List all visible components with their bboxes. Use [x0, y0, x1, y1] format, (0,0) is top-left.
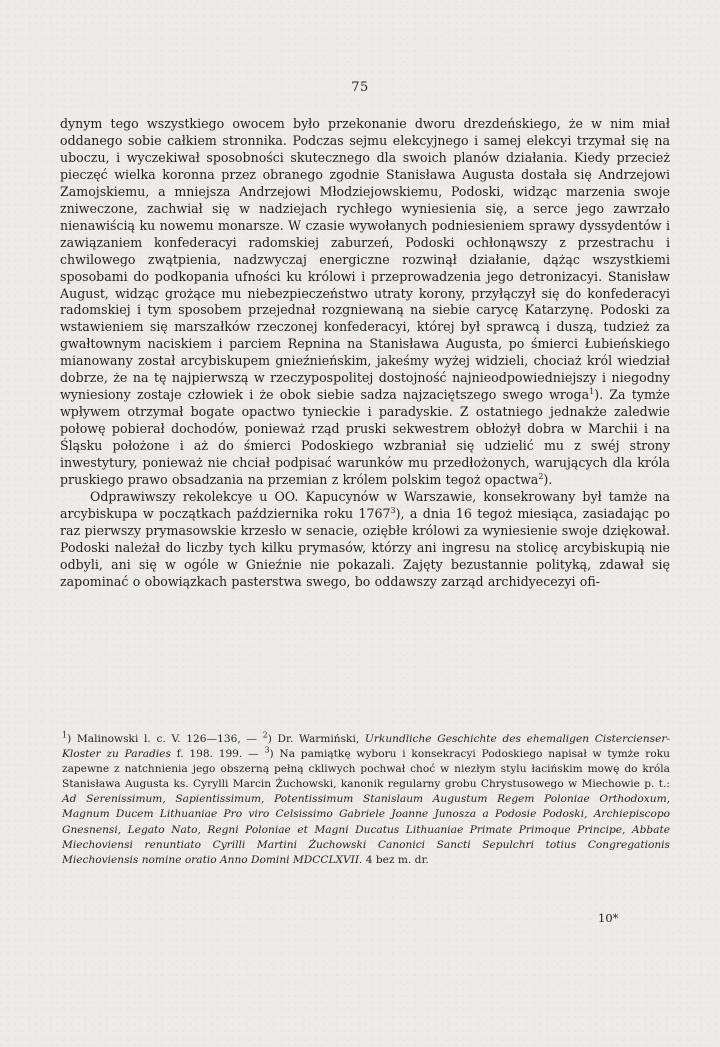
footnote-2-mark: 2: [262, 730, 268, 740]
footnote-ref-2: 2: [538, 471, 544, 481]
signature-mark: 10*: [598, 911, 619, 925]
footnote-block: [62, 732, 670, 868]
footnote-3-mark: 3: [264, 745, 270, 755]
paragraph-1: [60, 116, 670, 489]
paragraph-1-text: dynym tego wszystkiego owocem było przekonanie dworu drezdeńskiego, że w nim miał oddanego sobie całkiem stronnika. Podczas sejmu elekcyjnego i samej elekcyi trzymał się na uboczu, i wyczekiwał sposobności skutecznego dla swoich planów działania. Kiedy przecież pieczęć wielka koronna przez obranego zgodnie Stanisława Augusta dostała się Andrzejowi Zamojskiemu, a mniejsza Andrzejowi Młodziejowskiemu, Podoski, widząc marzenia swoje zniweczone, zachwiał się w nadziejach rychłego wyniesienia się, a serce jego zawrzało nienawiścią ku nowemu monarsze. W czasie wywołanych podniesieniem sprawy dyssydentów i zawiązaniem konfederacyi radomskiej zaburzeń, Podoski ochłonąwszy z przestrachu i chwilowego zwątpienia, nadzwyczaj energiczne rozwinął działanie, dążąc wszystkiemi sposobami do podkopania ufności ku królowi i przeprowadzenia jego detronizacyi. Stanisław August, widząc grożące mu niebezpieczeństwo utraty korony, przyłączył się do konfederacyi radomskiej i tym sposobem przejednał rozgniewaną na siebie carycę Katarzynę. Podoski za wstawieniem się marszałków rzeczonej konfederacyi, której był sprawcą i duszą, tudzież za gwałtownym naciskiem i parciem Repnina na Stanisława Augusta, po śmierci Łubieńskiego mianowany został arcybiskupem gnieźnieńskim, jakeśmy wyżej widzieli, chociaż król wiedział dobrze, że na tę najpierwszą w rzeczypospolitej dostojność najnieodpowiedniejszy i niegodny wyniesiony zostaje człowiek i że obok siebie sadza najzaciętszego swego wroga: [60, 116, 670, 403]
main-text: [60, 116, 670, 591]
footnote-3-title: Ad Serenissimum, Sapientissimum, Potentissimum Stanislaum Augustum Regem Poloniae Orthodoxum, Magnum Ducem Lithuaniae Pro viro Celsissimo Gabriele Joanne Junosza a Podosie Podoski, Archiepiscopo Gnesnensi, Legato Nato, Regni Poloniae et Magni Ducatus Lithuaniae Primate Primoque Principe, Abbate Miechoviensi renuntiato Cyrilli Martini Żuchowski Canonici Sancti Sepulchri totius Congregationis Miechoviensis nomine oratio Anno Domini MDCCLXVII.: [62, 793, 670, 866]
paragraph-2-end: ), a dnia 16 tegoż miesiąca, zasiadając po raz pierwszy prymasowskie krzesło w senacie, oziębłe królowi za wyniesienie swoje dziękował. Podoski należał do liczby tych kilku prymasów, którzy ani ingresu na stolicę arcybiskupią nie odbyli, ani się w ogóle w Gnieźnie nie pokazali. Zajęty bezustannie polityką, zdawał się zapominać o obowiązkach pasterstwa swego, bo oddawszy zarząd archidyecezyi ofi-: [60, 505, 671, 589]
footnote-3-text: ) Na pamiątkę wyboru i konsekracyi Podoskiego napisał w tymże roku zapewne z natchnienia jego obszerną pełną ckliwych pochwał choć w niezłym stylu łacińskim mowę do króla Stanisława Augusta ks. Cyrylli Marcin Żuchowski, kanonik regularny grobu Chrystusowego w Miechowie p. t.:: [62, 748, 670, 791]
footnotes: [62, 732, 670, 868]
footnote-2-text: ) Dr. Warmiński,: [267, 733, 365, 745]
page-number: 75: [351, 80, 369, 95]
footnote-2-pages: f. 198. 199. —: [170, 748, 265, 761]
paragraph-1-end: ).: [543, 472, 553, 488]
footnote-1-mark: 1: [62, 730, 68, 740]
footnote-2-title: Urkundliche Geschichte des ehemaligen Cistercienser-Kloster zu Paradies: [62, 733, 671, 761]
footnote-1-text: ) Malinowski l. c. V. 126—136, —: [67, 733, 263, 745]
footnote-ref-3: 3: [390, 505, 396, 515]
paragraph-2: [60, 489, 670, 591]
paragraph-2-text: Odprawiwszy rekolekcye u OO. Kapucynów w Warszawie, konsekrowany był tamże na arcybiskupa w początkach października roku 1767: [60, 488, 670, 521]
footnote-ref-1: 1: [589, 387, 595, 397]
paragraph-1-middle: ). Za tymże wpływem otrzymał bogate opactwo tynieckie i paradyskie. Z ostatniego jednakże zaledwie połowę pobierał dochodów, ponieważ rząd pruski sekwestrem obłożył dobra w Marchii i na Śląsku położone i aż do śmierci Podoskiego wzbraniał się udzielić mu z swéj strony inwestytury, ponieważ nie chciał podpisać warunków mu przedłożonych, warujących dla króla pruskiego prawo obsadzania na przemian z królem polskim tegoż opactwa: [60, 387, 670, 488]
footnote-3-end: 4 bez m. dr.: [362, 853, 429, 866]
